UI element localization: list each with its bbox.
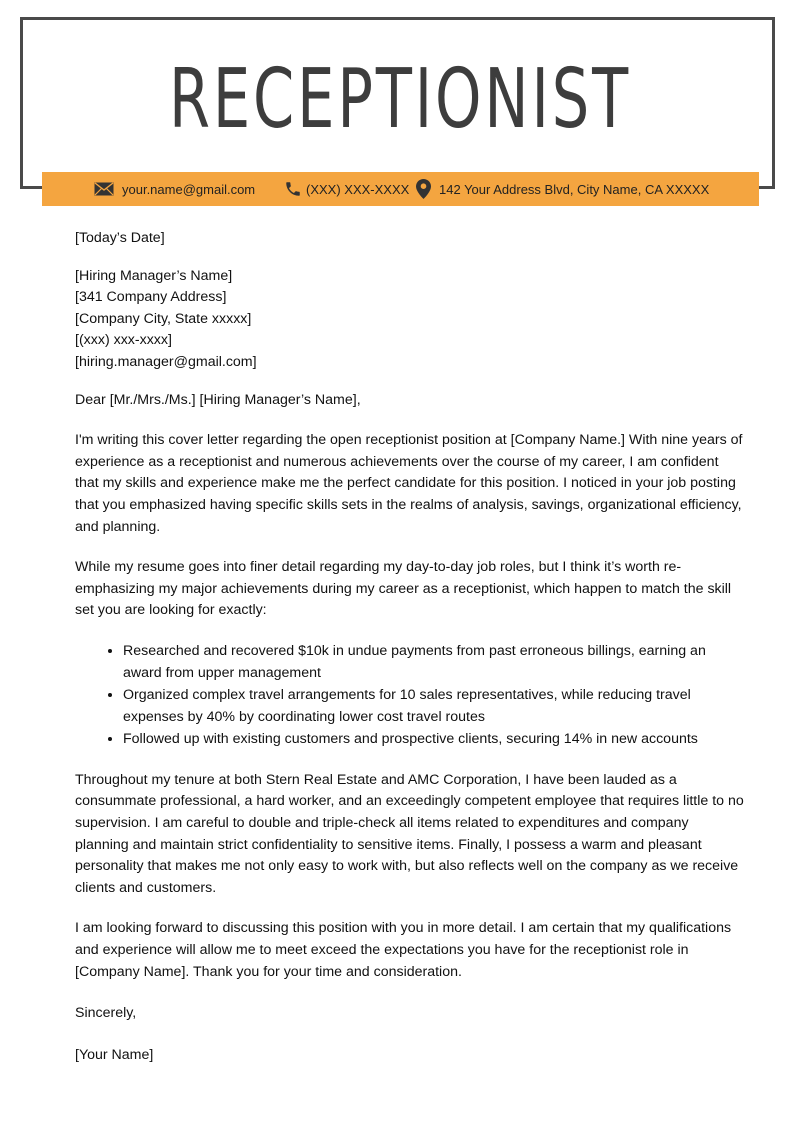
letter-body <box>75 228 745 1066</box>
signature: [Your Name] <box>75 1046 154 1063</box>
paragraph-achievements-intro: While my resume goes into finer detail regarding my day-to-day job roles, but I think it’s worth re-emphasizing my major achievements during my career as a receptionist, which happen to match the skill set you are looking for exactly: <box>75 559 732 619</box>
contact-address[interactable] <box>416 172 709 206</box>
salutation: Dear [Mr./Mrs./Ms.] [Hiring Manager’s Name], <box>75 391 361 408</box>
address-text: 142 Your Address Blvd, City Name, CA XXXXX <box>439 181 710 197</box>
phone-text: (XXX) XXX-XXXX <box>306 181 410 197</box>
email-text: your.name@gmail.com <box>122 181 256 197</box>
list-item: • Organized complex travel arrangements for 10 sales representatives, while reducing travel expenses by 40% by coordinating lower cost travel routes <box>123 685 745 728</box>
closing: Sincerely, <box>75 1005 137 1022</box>
paragraph-intro: I'm writing this cover letter regarding the open receptionist position at [Company Name.] With nine years of experience as a receptionist and numerous achievements over the course of my career, I am confident that my skills and experience make me the perfect candidate for this position. I noticed in your job posting that you emphasized having specific skills sets in the realms of analysis, savings, organizational efficiency, and planning. <box>75 432 743 535</box>
contact-bar <box>42 172 759 206</box>
recipient-block <box>75 266 745 374</box>
paragraph-closing: I am looking forward to discussing this position with you in more detail. I am certain that my qualifications and experience will allow me to meet exceed the expectations you have for the receptionist role in [Company Name]. Thank you for your time and consideration. <box>75 920 732 980</box>
recipient-city: [Company City, State xxxxx] <box>75 310 252 327</box>
list-item: • Followed up with existing customers and prospective clients, securing 14% in new accounts <box>123 729 745 751</box>
recipient-phone: [(xxx) xxx-xxxx] <box>75 332 172 349</box>
recipient-email: [hiring.manager@gmail.com] <box>75 353 257 370</box>
paragraph-tenure: Throughout my tenure at both Stern Real Estate and AMC Corporation, I have been lauded as a consummate professional, a hard worker, and an exceedingly competent employee that requires little to no supervision. I am careful to double and triple-check all items related to expenditures and company planning and maintain strict confidentiality to sensitive items. Finally, I possess a warm and pleasant personality that makes me not only easy to work with, but also reflects well on the company as we receive clients and customers. <box>75 771 744 896</box>
achievement-list <box>75 641 745 751</box>
recipient-address: [341 Company Address] <box>75 289 227 306</box>
contact-phone[interactable] <box>284 172 409 206</box>
envelope-icon <box>94 182 114 196</box>
phone-icon <box>284 180 302 198</box>
letter-date: [Today’s Date] <box>75 230 165 246</box>
page-title: RECEPTIONIST <box>168 52 632 147</box>
contact-email[interactable] <box>94 172 255 206</box>
map-pin-icon <box>416 179 431 199</box>
list-item: • Researched and recovered $10k in undue payments from past erroneous billings, earning an award from upper management <box>123 641 745 684</box>
recipient-name: [Hiring Manager’s Name] <box>75 267 233 284</box>
